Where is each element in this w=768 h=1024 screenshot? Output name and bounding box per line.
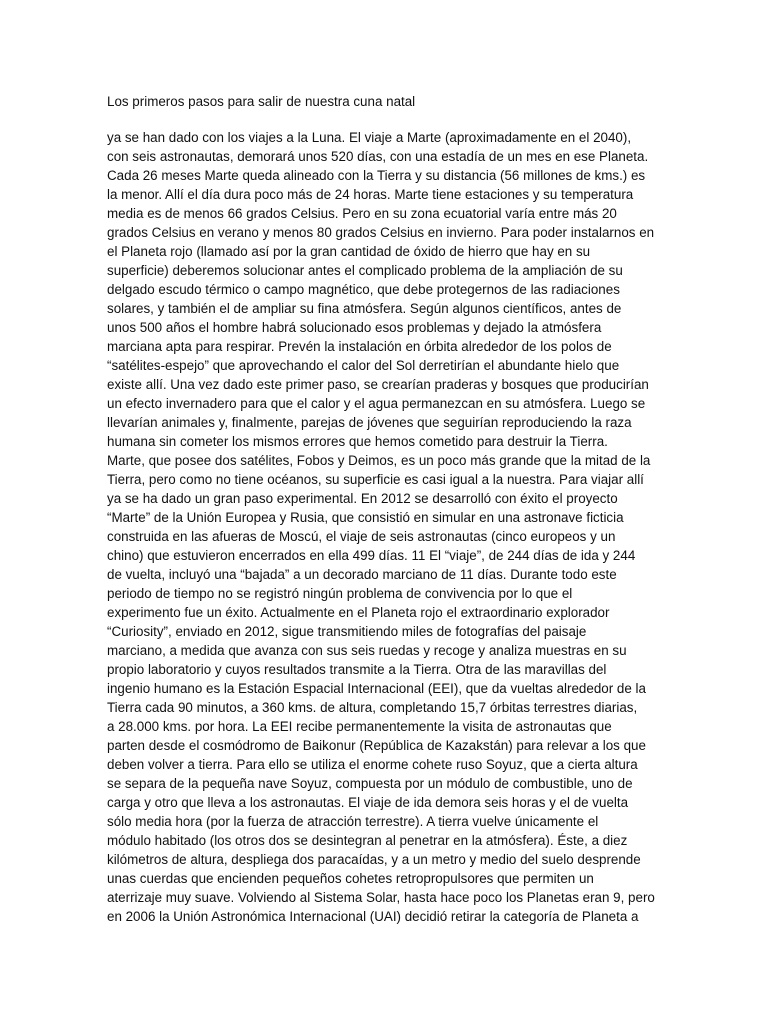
body-line: “Curiosity”, enviado en 2012, sigue transmitiendo miles de fotografías del paisaje	[107, 624, 587, 639]
body-line: Tierra, pero como no tiene océanos, su superficie es casi igual a la nuestra. Para viajar allí	[107, 472, 644, 487]
body-line: se separa de la pequeña nave Soyuz, compuesta por un módulo de combustible, uno de	[107, 776, 633, 791]
body-line: deben volver a tierra. Para ello se utiliza el enorme cohete ruso Soyuz, que a cierta altura	[107, 757, 638, 772]
body-line: carga y otro que lleva a los astronautas. El viaje de ida demora seis horas y el de vuelta	[107, 795, 629, 810]
body-line: parten desde el cosmódromo de Baikonur (República de Kazakstán) para relevar a los que	[107, 738, 646, 753]
body-line: el Planeta rojo (llamado así por la gran cantidad de óxido de hierro que hay en su	[107, 244, 591, 259]
body-line: kilómetros de altura, despliega dos paracaídas, y a un metro y medio del suelo desprende	[107, 852, 641, 867]
body-line: con seis astronautas, demorará unos 520 días, con una estadía de un mes en ese Planeta.	[107, 149, 649, 164]
body-line: construida en las afueras de Moscú, el viaje de seis astronautas (cinco europeos y un	[107, 529, 616, 544]
body-line: Tierra cada 90 minutos, a 360 kms. de altura, completando 15,7 órbitas terrestres diarias,	[107, 700, 638, 715]
body-line: ya se han dado con los viajes a la Luna. El viaje a Marte (aproximadamente en el 2040),	[107, 130, 632, 145]
body-line: la menor. Allí el día dura poco más de 24 horas. Marte tiene estaciones y su temperatura	[107, 187, 634, 202]
body-line: existe allí. Una vez dado este primer paso, se crearían praderas y bosques que producirían	[107, 377, 649, 392]
body-line: delgado escudo térmico o campo magnético, que debe protegernos de las radiaciones	[107, 282, 620, 297]
body-line: llevarían animales y, finalmente, parejas de jóvenes que seguirían reproduciendo la raza	[107, 415, 632, 430]
body-line: sólo media hora (por la fuerza de atracción terrestre). A tierra vuelve únicamente el	[107, 814, 599, 829]
body-line: solares, y también el de ampliar su fina atmósfera. Según algunos científicos, antes de	[107, 301, 622, 316]
body-line: ya se ha dado un gran paso experimental. En 2012 se desarrolló con éxito el proyecto	[107, 491, 618, 506]
body-line: “Marte” de la Unión Europea y Rusia, que consistió en simular en una astronave ficticia	[107, 510, 624, 525]
body-line: módulo habitado (los otros dos se desintegran al penetrar en la atmósfera). Éste, a diez	[107, 833, 628, 848]
body-line: periodo de tiempo no se registró ningún problema de convivencia por lo que el	[107, 586, 573, 601]
body-line: propio laboratorio y cuyos resultados transmite a la Tierra. Otra de las maravillas del	[107, 662, 607, 677]
body-line: marciano, a medida que avanza con sus seis ruedas y recoge y analiza muestras en su	[107, 643, 627, 658]
body-line: Cada 26 meses Marte queda alineado con la Tierra y su distancia (56 millones de kms.) es	[107, 168, 646, 183]
body-line: grados Celsius en verano y menos 80 grados Celsius en invierno. Para poder instalarnos en	[107, 225, 655, 240]
document-body	[107, 128, 667, 926]
body-line: media es de menos 66 grados Celsius. Pero en su zona ecuatorial varía entre más 20	[107, 206, 617, 221]
body-line: en 2006 la Unión Astronómica Internacional (UAI) decidió retirar la categoría de Planeta a	[107, 909, 639, 924]
body-line: unos 500 años el hombre habrá solucionado esos problemas y dejado la atmósfera	[107, 320, 602, 335]
body-line: ingenio humano es la Estación Espacial Internacional (EEI), que da vueltas alrededor de la	[107, 681, 646, 696]
body-line: experimento fue un éxito. Actualmente en el Planeta rojo el extraordinario explorador	[107, 605, 610, 620]
body-line: a 28.000 kms. por hora. La EEI recibe permanentemente la visita de astronautas que	[107, 719, 612, 734]
body-line: humana sin cometer los mismos errores que hemos cometido para destruir la Tierra.	[107, 434, 608, 449]
body-line: unas cuerdas que encienden pequeños cohetes retropropulsores que permiten un	[107, 871, 594, 886]
body-line: un efecto invernadero para que el calor y el agua permanezcan en su atmósfera. Luego se	[107, 396, 646, 411]
body-line: superficie) deberemos solucionar antes el complicado problema de la ampliación de su	[107, 263, 623, 278]
body-line: chino) que estuvieron encerrados en ella 499 días. 11 El “viaje”, de 244 días de ida y 244	[107, 548, 636, 563]
document-title: Los primeros pasos para salir de nuestra cuna natal	[107, 94, 416, 109]
body-line: Marte, que posee dos satélites, Fobos y Deimos, es un poco más grande que la mitad de la	[107, 453, 651, 468]
body-line: marciana apta para respirar. Prevén la instalación en órbita alrededor de los polos de	[107, 339, 612, 354]
body-line: aterrizaje muy suave. Volviendo al Sistema Solar, hasta hace poco los Planetas eran 9, pero	[107, 890, 655, 905]
body-line: “satélites-espejo” que aprovechando el calor del Sol derretirían el abundante hielo que	[107, 358, 620, 373]
body-line: de vuelta, incluyó una “bajada” a un decorado marciano de 11 días. Durante todo este	[107, 567, 617, 582]
